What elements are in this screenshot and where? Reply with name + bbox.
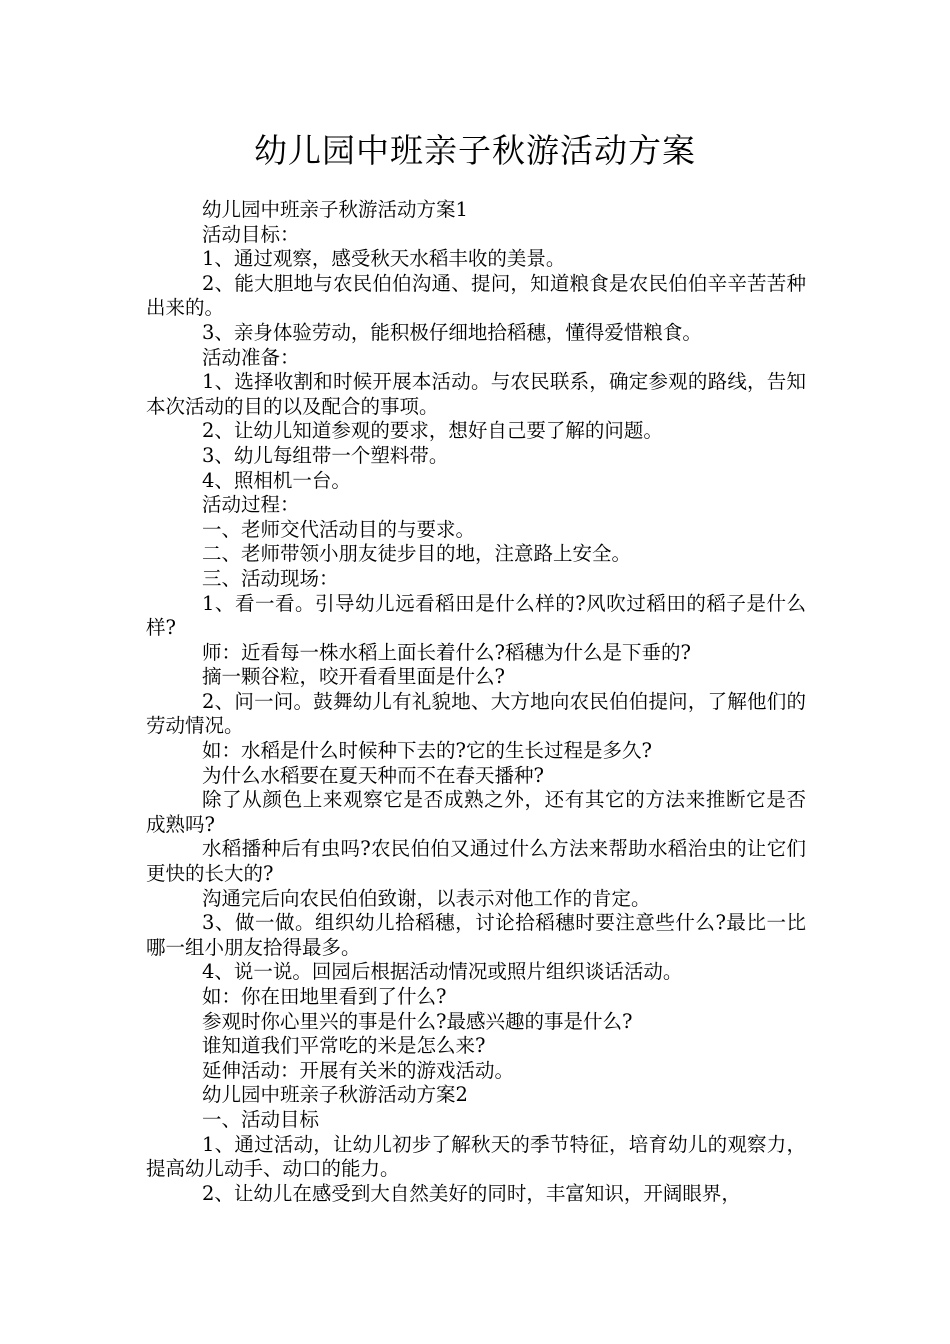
paragraph: 如：你在田地里看到了什么? (202, 985, 447, 1008)
paragraph: 幼儿园中班亲子秋游活动方案2 (202, 1083, 468, 1107)
paragraph: 活动过程： (202, 493, 300, 517)
paragraph: 1、通过活动，让幼儿初步了解秋天的季节特征，培育幼儿的观察力，提高幼儿动手、动口的能力。 (146, 1132, 806, 1181)
paragraph: 3、幼儿每组带一个塑料带。 (202, 443, 449, 467)
paragraph: 一、活动目标 (202, 1107, 320, 1131)
paragraph: 一、老师交代活动目的与要求。 (202, 517, 476, 541)
paragraph: 2、问一问。鼓舞幼儿有礼貌地、大方地向农民伯伯提问，了解他们的劳动情况。 (146, 689, 806, 738)
paragraph: 沟通完后向农民伯伯致谢，以表示对他工作的肯定。 (202, 886, 651, 910)
paragraph: 谁知道我们平常吃的米是怎么来? (202, 1034, 486, 1058)
paragraph: 1、看一看。引导幼儿远看稻田是什么样的?风吹过稻田的稻子是什么样? (146, 591, 806, 640)
paragraph: 摘一颗谷粒，咬开看看里面是什么? (202, 665, 505, 689)
paragraph: 1、通过观察，感受秋天水稻丰收的美景。 (202, 247, 566, 271)
paragraph: 幼儿园中班亲子秋游活动方案1 (202, 198, 468, 221)
paragraph: 如：水稻是什么时候种下去的?它的生长过程是多久? (202, 739, 652, 763)
paragraph: 2、能大胆地与农民伯伯沟通、提问，知道粮食是农民伯伯辛辛苦苦种出来的。 (146, 271, 806, 320)
paragraph: 二、老师带领小朋友徒步目的地，注意路上安全。 (202, 542, 632, 566)
paragraph: 师：近看每一株水稻上面长着什么?稻穗为什么是下垂的? (202, 640, 691, 664)
paragraph: 2、让幼儿在感受到大自然美好的同时，丰富知识，开阔眼界， (202, 1181, 741, 1205)
document-title: 幼儿园中班亲子秋游活动方案 (254, 131, 696, 170)
paragraph: 参观时你心里兴的事是什么?最感兴趣的事是什么? (202, 1009, 633, 1033)
paragraph: 2、让幼儿知道参观的要求，想好自己要了解的问题。 (202, 419, 663, 443)
paragraph: 4、照相机一台。 (202, 468, 351, 492)
paragraph: 1、选择收割和时候开展本活动。与农民联系，确定参观的路线，告知本次活动的目的以及配合的事项。 (146, 370, 806, 418)
paragraph: 活动目标： (202, 222, 300, 246)
paragraph: 三、活动现场： (202, 566, 339, 590)
paragraph: 4、说一说。回园后根据活动情况或照片组织谈话活动。 (202, 960, 683, 984)
paragraph: 活动准备： (202, 345, 300, 369)
paragraph: 延伸活动：开展有关米的游戏活动。 (202, 1058, 515, 1082)
paragraph: 除了从颜色上来观察它是否成熟之外，还有其它的方法来推断它是否成熟吗? (146, 788, 806, 836)
paragraph: 水稻播种后有虫吗?农民伯伯又通过什么方法来帮助水稻治虫的让它们更快的长大的? (146, 837, 806, 886)
document-body (146, 198, 806, 1206)
paragraph: 3、亲身体验劳动，能积极仔细地拾稻穗，懂得爱惜粮食。 (202, 320, 702, 344)
paragraph: 3、做一做。组织幼儿拾稻穗，讨论拾稻穗时要注意些什么?最比一比哪一组小朋友拾得最多。 (146, 911, 806, 959)
paragraph: 为什么水稻要在夏天种而不在春天播种? (202, 763, 544, 787)
